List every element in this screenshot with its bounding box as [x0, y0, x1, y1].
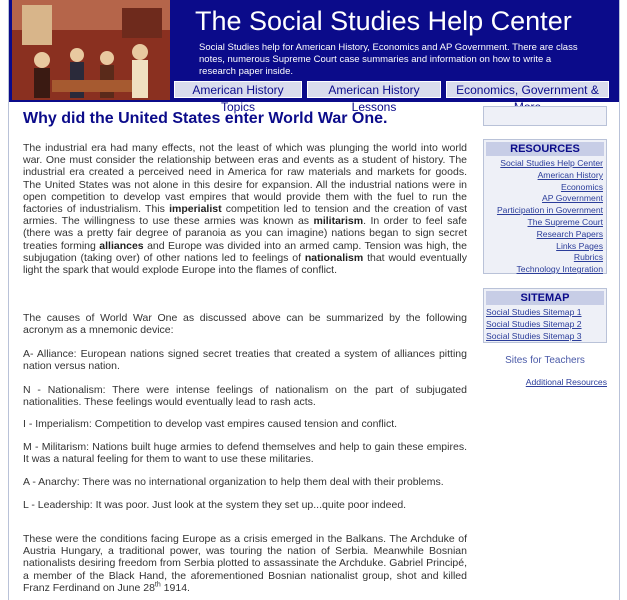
- resource-link-links-pages[interactable]: Links Pages: [556, 240, 603, 251]
- keyword-alliances: alliances: [99, 239, 144, 252]
- resources-box: [483, 139, 607, 274]
- paragraph-intro: The industrial era had many effects, not the least of which was plunging the world into world war. One must consider the relationship between eras and events as a student of history. The industrial era created a perceived need in America for raw materials and markets for goods. The United States was not alone in this desire for expansion. All the industrial nations were in open competition to develop vast empires that would provide them with the fuel to run the factories of industrialism. This imperialist competition led to tension and the creation of vast armies. The willingness to use these armies was known as militarism. In order to feel safe (there was a pretty fair degree of paranoia as you can imagine) nations began to sign secret treaties forming alliances and Europe was divided into an armed camp. Tension was high, the subjugation (taking over) of other nations led to feelings of nationalism that would eventually light the spark that would explode Europe into the flames of conflict.: [23, 142, 468, 277]
- paragraph-balkans: These were the conditions facing Europe as a crisis emerged in the Balkans. The Archduke of Austria Hungary, a traditional power, was touring the nation of Serbia. Meanwhile Bosnian nationalists desiring freedom from Serbia plotted to assassinate the Archduke. Gabriel Principé, a member of the Black Hand, the aforementioned Bosnian nationalist group, shot and killed Franz Ferdinand on June 28th 1914.: [23, 533, 467, 594]
- cause-leadership: L - Leadership: It was poor. Just look at the system they set up...quite poor indeed.: [23, 499, 407, 511]
- sitemap-link-3[interactable]: Social Studies Sitemap 3: [486, 330, 582, 341]
- sitemap-link-1[interactable]: Social Studies Sitemap 1: [486, 307, 582, 317]
- cause-anarchy: A - Anarchy: There was no international organization to help them deal with their problems.: [23, 476, 444, 488]
- page-title: Why did the United States enter World War One.: [23, 110, 388, 127]
- site-title: The Social Studies Help Center: [195, 6, 572, 36]
- sitemap-box: [483, 288, 607, 343]
- cause-militarism: M - Militarism: Nations built huge armies to defend themselves and help to gain these empires. It was a natural feeling for them to want to use these militaries.: [23, 441, 467, 466]
- keyword-imperialist: imperialist: [169, 203, 222, 216]
- resource-link-technology[interactable]: Technology Integration: [516, 264, 603, 275]
- header-painting-image: [12, 0, 170, 100]
- sites-for-teachers-heading: Sites for Teachers: [505, 355, 585, 366]
- resource-link-supreme-court[interactable]: The Supreme Court: [527, 216, 603, 227]
- sitemap-heading: SITEMAP: [486, 291, 604, 305]
- cause-imperialism: I - Imperialism: Competition to develop vast empires caused tension and conflict.: [23, 418, 398, 430]
- cause-alliance: A- Alliance: European nations signed secret treaties that created a system of alliances pitting nation versus nation.: [23, 348, 467, 373]
- resource-link-help-center[interactable]: Social Studies Help Center: [500, 158, 603, 168]
- resource-link-rubrics[interactable]: Rubrics: [573, 252, 603, 263]
- nav-economics-government[interactable]: Economics, Government &: [446, 81, 609, 98]
- page: [8, 0, 620, 600]
- site-header: [9, 0, 619, 114]
- additional-resources-link[interactable]: Additional Resources: [525, 377, 607, 387]
- sidebar-top-box: [483, 106, 607, 126]
- keyword-militarism: militarism: [313, 215, 364, 228]
- site-tagline: Social Studies help for American History, Economics and AP Government. There are class notes, numerous Supreme Court case summaries and information on how to write a research paper inside.: [199, 42, 578, 77]
- paragraph-causes-intro: The causes of World War One as discussed above can be summarized by the following acronym as a mnemonic device:: [23, 312, 467, 337]
- cause-nationalism: N - Nationalism: There were intense feelings of nationalism on the part of subjugated nationalities. These feelings would eventually lead to rash acts.: [23, 384, 467, 409]
- nav-american-history-topics[interactable]: American History Topics: [174, 81, 302, 98]
- nav-american-history-lessons[interactable]: American History Lessons: [307, 81, 441, 98]
- resource-link-research-papers[interactable]: Research Papers: [536, 228, 603, 239]
- resource-link-economics[interactable]: Economics: [560, 181, 603, 192]
- resource-link-american-history[interactable]: American History: [537, 169, 603, 180]
- sitemap-link-2[interactable]: Social Studies Sitemap 2: [486, 318, 582, 329]
- resource-link-participation[interactable]: Participation in Government: [496, 205, 603, 216]
- resource-link-ap-government[interactable]: AP Government: [542, 193, 603, 204]
- resources-heading: RESOURCES: [486, 142, 604, 156]
- keyword-nationalism: nationalism: [304, 251, 364, 264]
